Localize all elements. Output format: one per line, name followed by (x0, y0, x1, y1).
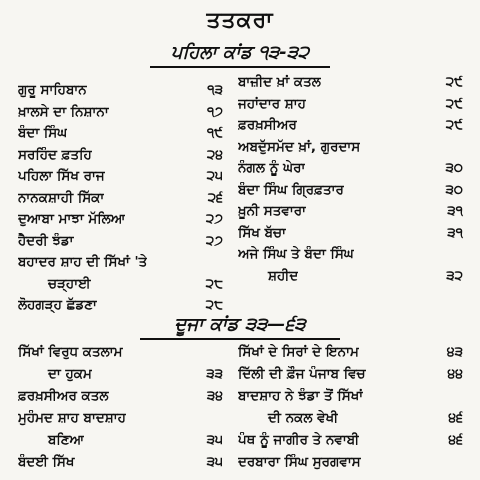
toc-entry (18, 211, 223, 227)
toc-entry (18, 254, 223, 270)
toc-entry-title: ਦਰਬਾਰਾ ਸਿੰਘ ਸੁਰਗਵਾਸ (238, 454, 361, 470)
toc-entry (18, 410, 223, 426)
toc-entry (238, 246, 463, 262)
toc-entry (238, 182, 463, 198)
toc-entry-page: ੨੯ (445, 95, 463, 112)
toc-entry-title: ਪੰਥ ਨੂੰ ਜਾਗੀਰ ਤੇ ਨਵਾਬੀ (238, 432, 360, 448)
toc-entry-title: ਦੀ ਨਕਲ ਵੇਖੀ (268, 410, 339, 426)
toc-entry-title: ਸ਼ਹੀਦ (268, 267, 299, 284)
toc-entry (18, 432, 223, 448)
toc-entry-title: ਪਹਿਲਾ ਸਿੱਖ ਰਾਜ (18, 168, 105, 184)
toc-entry-page: ੩੦ (445, 160, 463, 176)
toc-entry (238, 203, 463, 219)
toc-entry (238, 388, 463, 404)
toc-entry-page: ੧੯ (206, 125, 223, 141)
toc-entry (238, 139, 463, 155)
toc-entry-page: ੩੫ (206, 454, 223, 470)
toc-entry (18, 366, 223, 382)
toc-entry (18, 454, 223, 470)
toc-entry-page: ੨੬ (207, 189, 223, 206)
toc-entry-title: ਬੰਦਾ ਸਿੰਘ (18, 125, 68, 141)
toc-entry-title: ਨਾਨਕਸ਼ਾਹੀ ਸਿੱਕਾ (18, 189, 105, 206)
toc-entry-title: ਸਿੱਖ ਬੱਚਾ (238, 224, 286, 241)
toc-entry-title: ਬਣਿਆ (48, 432, 85, 448)
toc-entry-title: ਬੰਦਈ ਸਿੱਖ (18, 454, 75, 470)
toc-entry (18, 190, 223, 206)
toc-entry-page: ੨੫ (206, 168, 223, 184)
toc-entry-title: ਫ਼ਰਖ਼ਸੀਅਰ (238, 117, 297, 133)
toc-entry (18, 388, 223, 404)
toc-entry (238, 96, 463, 112)
toc-entry-page: ੩੫ (206, 432, 223, 448)
toc-entry-title: ਸਿੱਖਾਂ ਵਿਰੁਧ ਕਤਲਾਮ (18, 344, 123, 360)
toc-entry-page: ੪੪ (447, 366, 463, 382)
toc-entry (238, 160, 463, 176)
toc-entry-page: ੪੩ (446, 344, 463, 360)
toc-entry-page: ੨੮ (205, 297, 223, 313)
toc-entry (238, 366, 463, 382)
toc-entry-title: ਹੈਦਰੀ ਝੰਡਾ (18, 232, 74, 249)
toc-entry (18, 147, 223, 163)
toc-entry-title: ਦਿੱਲੀ ਦੀ ਫ਼ੌਜ ਪੰਜਾਬ ਵਿਚ (238, 366, 366, 382)
toc-entry-page: ੩੧ (447, 203, 463, 219)
toc-entry-title: ਸਰਹਿੰਦ ਫ਼ਤਹਿ (18, 146, 92, 163)
toc-entry-title: ਮੁਹੰਮਦ ਸ਼ਾਹ ਬਾਦਸ਼ਾਹ (18, 410, 126, 426)
toc-entry-page: ੩੩ (206, 366, 223, 382)
toc-entry-title: ਗੁਰੂ ਸਾਹਿਬਾਨ (18, 82, 87, 98)
toc-entry-title: ਬਾਦਸ਼ਾਹ ਨੇ ਝੰਡਾ ਤੋਂ ਸਿੱਖਾਂ (238, 388, 364, 404)
toc-entry-page: ੨੭ (205, 232, 223, 249)
toc-entry-title: ਲੋਹਗੜ੍ਹ ਛੱਡਣਾ (18, 297, 97, 313)
toc-entry (238, 268, 463, 284)
toc-entry-page: ੪੬ (448, 410, 463, 426)
toc-entry-page: ੩੦ (445, 181, 463, 198)
toc-entry-title: ਜਹਾਂਦਾਰ ਸ਼ਾਹ (238, 95, 306, 112)
toc-entry-title: ਅਜੇ ਸਿੰਘ ਤੇ ਬੰਦਾ ਸਿੰਘ (238, 246, 354, 262)
toc-entry (18, 104, 223, 120)
toc-entry-title: ਚੜ੍ਹਾਈ (48, 275, 91, 292)
toc-entry (238, 344, 463, 360)
toc-entry-page: ੨੭ (205, 211, 223, 227)
section-2-underline (140, 338, 340, 340)
toc-entry-page: ੩੪ (206, 388, 223, 404)
toc-entry-page: ੧੩ (207, 82, 223, 98)
toc-entry (18, 276, 223, 292)
toc-entry-page: ੨੪ (206, 146, 223, 163)
toc-entry-page: ੧੭ (206, 103, 223, 120)
page-title: ਤਤਕਰਾ (206, 8, 274, 33)
toc-entry (238, 410, 463, 426)
toc-entry-title: ਖ਼ਾਲਸੇ ਦਾ ਨਿਸ਼ਾਨਾ (18, 103, 109, 120)
section-1-heading: ਪਹਿਲਾ ਕਾਂਡ ੧੩-੩੨ (170, 42, 310, 63)
section-2-heading: ਦੂਜਾ ਕਾਂਡ ੩੩—੬੩ (174, 314, 306, 335)
toc-entry-title: ਬਾਜ਼ੀਦ ਖ਼ਾਂ ਕਤਲ (238, 74, 321, 90)
toc-entry (238, 432, 463, 448)
toc-entry (18, 82, 223, 98)
toc-entry-title: ਨੰਗਲ ਨੂੰ ਘੇਰਾ (238, 160, 306, 176)
toc-entry-title: ਸਿੱਖਾਂ ਦੇ ਸਿਰਾਂ ਦੇ ਇਨਾਮ (238, 344, 359, 360)
toc-entry (238, 454, 463, 470)
toc-entry-page: ੪੬ (448, 432, 463, 448)
toc-entry-title: ਬਹਾਦਰ ਸ਼ਾਹ ਦੀ ਸਿੱਖਾਂ 'ਤੇ (18, 254, 148, 270)
toc-entry (18, 168, 223, 184)
toc-entry-page: ੩੨ (446, 267, 463, 284)
toc-entry-title: ਅਬਦੁੱਸਮੱਦ ਖ਼ਾਂ, ਗੁਰਦਾਸ (238, 138, 361, 155)
toc-entry (238, 117, 463, 133)
toc-entry-title: ਬੰਦਾ ਸਿੰਘ ਗ੍ਰਿਫ਼ਤਾਰ (238, 181, 344, 198)
toc-entry-title: ਫ਼ਰਖ਼ਸੀਅਰ ਕਤਲ (18, 388, 109, 404)
section-1-underline (150, 66, 330, 68)
toc-entry (18, 344, 223, 360)
toc-entry-page: ੨੯ (445, 74, 463, 90)
toc-entry-title: ਦੁਆਬਾ ਮਾਝਾ ਮੱਲਿਆ (18, 211, 126, 227)
toc-entry-page: ੨੯ (445, 117, 463, 133)
toc-entry (238, 74, 463, 90)
toc-entry-page: ੩੧ (447, 224, 463, 241)
toc-entry-title: ਦਾ ਹੁਕਮ (48, 366, 92, 382)
toc-entry (18, 297, 223, 313)
toc-entry-title: ਖ਼ੂਨੀ ਸਤਵਾਰਾ (238, 203, 306, 219)
toc-entry (238, 225, 463, 241)
toc-entry-page: ੨੮ (205, 275, 223, 292)
toc-entry (18, 233, 223, 249)
toc-entry (18, 125, 223, 141)
